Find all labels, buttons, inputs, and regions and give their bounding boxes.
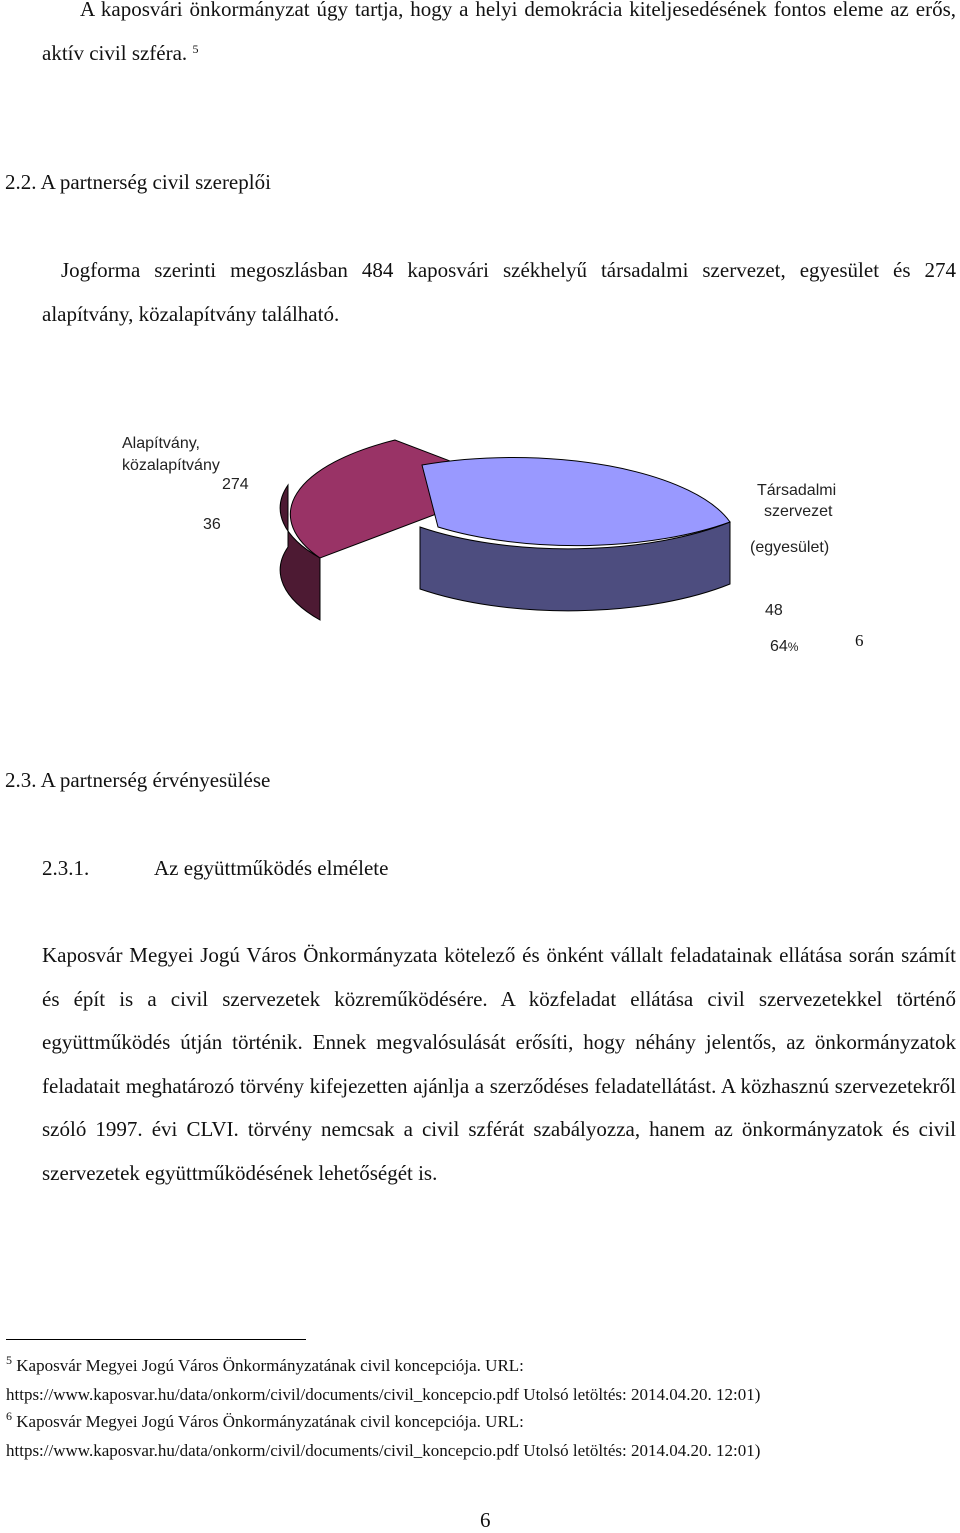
chart-percent-sign: % — [787, 640, 799, 654]
footnote-6-text: Kaposvár Megyei Jogú Város Önkormányzatának civil koncepciója. URL: — [16, 1412, 524, 1431]
chart-label-alapitvany-count: 274 — [222, 476, 249, 493]
chart-label-tarsadalmi-line3: (egyesület) — [750, 539, 830, 556]
footnote-separator — [6, 1339, 306, 1340]
footnote-6 — [6, 1409, 524, 1432]
section-heading-2-2: 2.2. A partnerség civil szereplői — [5, 170, 271, 194]
section-title-2-3-1: Az együttműködés elmélete — [154, 856, 389, 880]
footnote-5 — [6, 1353, 524, 1376]
footnote-5-text: Kaposvár Megyei Jogú Város Önkormányzatának civil koncepciója. URL: — [16, 1356, 524, 1375]
section-number-2-3-1: 2.3.1. — [42, 856, 90, 880]
footnote-ref-5[interactable]: 5 — [192, 41, 199, 56]
footnote-5-url[interactable]: https://www.kaposvar.hu/data/onkorm/civil/documents/civil_koncepcio.pdf Utolsó letöltés: 2014.04.20. 12:01) — [6, 1385, 761, 1404]
pie-chart — [100, 415, 860, 665]
chart-label-tarsadalmi-count: 48 — [765, 602, 783, 619]
intro-text: A kaposvári önkormányzat úgy tartja, hogy a helyi demokrácia kiteljesedésének fontos eleme az erős, aktív civil szféra. — [42, 0, 956, 65]
chart-label-alapitvany-line1: Alapítvány, — [122, 435, 200, 452]
section-heading-2-3: 2.3. A partnerség érvényesülése — [5, 768, 271, 792]
chart-label-alapitvany-percent: 36 — [203, 516, 221, 533]
footnote-6-number: 6 — [6, 1409, 12, 1423]
intro-paragraph — [42, 0, 956, 75]
chart-label-tarsadalmi-percent — [770, 638, 799, 655]
pie-slice-top-tarsadalmi — [422, 457, 730, 545]
page-number: 6 — [480, 1508, 491, 1532]
chart-label-tarsadalmi-line2: szervezet — [764, 503, 833, 520]
chart-footnote-ref[interactable]: 6 — [855, 631, 864, 650]
section-2-3-1-paragraph: Kaposvár Megyei Jogú Város Önkormányzata kötelező és önként vállalt feladatainak ellátása során számít és épít is a civil szervezetek közreműködésére. A közfeladat ellátása civil szervezetekkel történő együttműködés útján történik. Ennek megvalósulását erősíti, hogy néhány jelentős, az önkormányzatok feladatait meghatározó törvény kifejezetten ajánlja a szerződéses feladatellátást. A közhasznú szervezetekről szóló 1997. évi CLVI. törvény nemcsak a civil szférát szabályozza, hanem az önkormányzatok és civil szervezetek együttműködésének lehetőségét is. — [42, 943, 956, 1185]
chart-percent-value: 64 — [770, 638, 788, 655]
footnote-5-number: 5 — [6, 1353, 12, 1367]
section-2-2-paragraph: Jogforma szerinti megoszlásban 484 kaposvári székhelyű társadalmi szervezet, egyesület és 274 alapítvány, közalapítvány található. — [42, 258, 956, 326]
chart-label-tarsadalmi-line1: Társadalmi — [757, 482, 837, 499]
chart-label-alapitvany-line2: közalapítvány — [122, 457, 220, 474]
footnote-6-url[interactable]: https://www.kaposvar.hu/data/onkorm/civil/documents/civil_koncepcio.pdf Utolsó letöltés: 2014.04.20. 12:01) — [6, 1441, 761, 1460]
